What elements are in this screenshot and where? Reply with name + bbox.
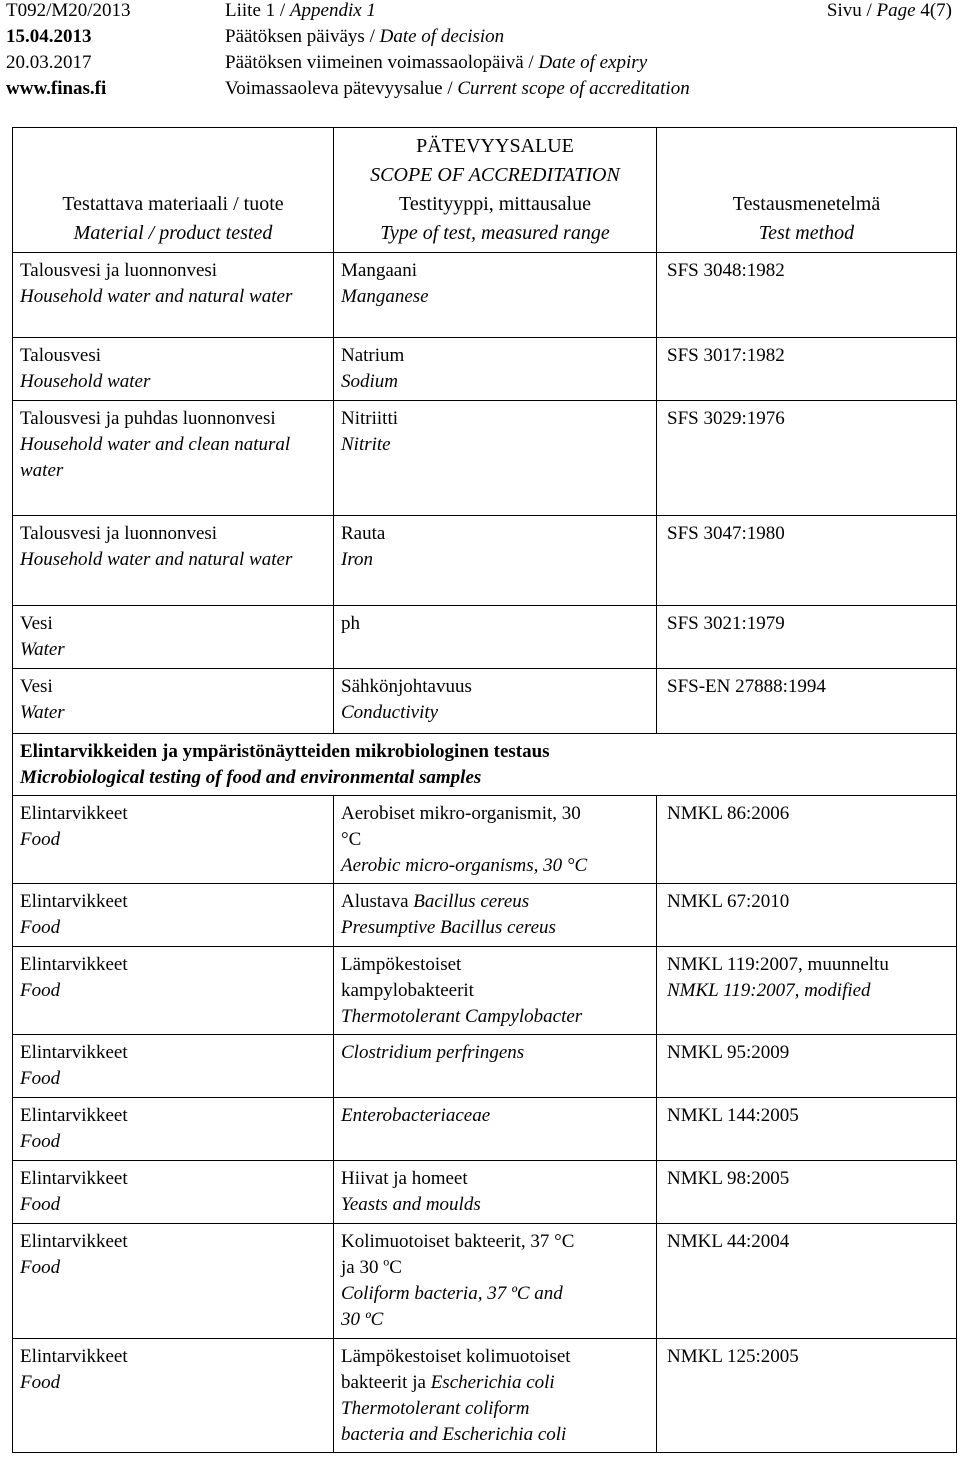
test-cell: Enterobacteriaceae — [334, 1098, 657, 1161]
method-cell: NMKL 95:2009 — [657, 1035, 957, 1098]
col-test-header: PÄTEVYYSALUE SCOPE OF ACCREDITATION Testityyppi, mittausalue Type of test, measured range — [334, 128, 657, 253]
doc-code: T092/M20/2013 — [6, 0, 131, 21]
table-row — [13, 606, 957, 669]
section-heading: Elintarvikkeiden ja ympäristönäytteiden mikrobiologinen testaus Microbiological testing of food and environmental samples — [13, 734, 957, 796]
test-cell: Nitriitti Nitrite — [334, 401, 657, 516]
table-row — [13, 253, 957, 338]
method-cell: NMKL 44:2004 — [657, 1224, 957, 1339]
material-cell: Elintarvikkeet Food — [13, 796, 334, 884]
table-row — [13, 1035, 957, 1098]
page-number: Sivu / Page 4(7) — [826, 0, 952, 21]
scope-table — [12, 127, 957, 1453]
page-header — [0, 0, 960, 110]
method-cell: NMKL 119:2007, muunneltu NMKL 119:2007, modified — [657, 947, 957, 1035]
table-row — [13, 338, 957, 401]
method-cell: SFS 3047:1980 — [657, 516, 957, 606]
method-cell: SFS 3017:1982 — [657, 338, 957, 401]
method-cell: NMKL 144:2005 — [657, 1098, 957, 1161]
method-cell: SFS 3048:1982 — [657, 253, 957, 338]
test-cell: Mangaani Manganese — [334, 253, 657, 338]
material-cell: Vesi Water — [13, 669, 334, 734]
test-cell: Kolimuotoiset bakteerit, 37 °C ja 30 $^o$C Coliform bacteria, 37 ºC and 30 ºC — [334, 1224, 657, 1339]
material-cell: Talousvesi ja puhdas luonnonvesi Household water and clean natural water — [13, 401, 334, 516]
test-cell: Alustava Bacillus cereus Presumptive Bacillus cereus — [334, 884, 657, 947]
material-cell: Talousvesi ja luonnonvesi Household water and natural water — [13, 253, 334, 338]
test-cell: ph — [334, 606, 657, 669]
col-material-header: Testattava materiaali / tuote Material / product tested — [13, 128, 334, 253]
table-row — [13, 401, 957, 516]
method-cell: SFS-EN 27888:1994 — [657, 669, 957, 734]
decision-date-label: Päätöksen päiväys / Date of decision — [225, 26, 505, 47]
material-cell: Vesi Water — [13, 606, 334, 669]
table-row — [13, 1224, 957, 1339]
expiry-date: 20.03.2017 — [6, 52, 92, 73]
method-cell: SFS 3029:1976 — [657, 401, 957, 516]
appendix-label: Liite 1 / Appendix 1 — [225, 0, 376, 21]
table-row — [13, 884, 957, 947]
method-cell: NMKL 86:2006 — [657, 796, 957, 884]
material-cell: Elintarvikkeet Food — [13, 1035, 334, 1098]
col-method-header: Testausmenetelmä Test method — [657, 128, 957, 253]
table-row — [13, 947, 957, 1035]
material-cell: Elintarvikkeet Food — [13, 1098, 334, 1161]
website-link[interactable]: www.finas.fi — [6, 78, 107, 99]
test-cell: Natrium Sodium — [334, 338, 657, 401]
scope-label: Voimassaoleva pätevyysalue / Current scope of accreditation — [225, 78, 690, 99]
method-cell: NMKL 98:2005 — [657, 1161, 957, 1224]
table-row — [13, 1339, 957, 1453]
test-cell: Hiivat ja homeet Yeasts and moulds — [334, 1161, 657, 1224]
decision-date: 15.04.2013 — [6, 26, 92, 47]
table-row — [13, 796, 957, 884]
scope-title-en: SCOPE OF ACCREDITATION — [370, 164, 620, 186]
material-cell: Talousvesi ja luonnonvesi Household water and natural water — [13, 516, 334, 606]
table-row — [13, 1161, 957, 1224]
test-cell: Rauta Iron — [334, 516, 657, 606]
method-cell: NMKL 67:2010 — [657, 884, 957, 947]
test-cell: Lämpökestoiset kolimuotoiset bakteerit ja Escherichia coli Thermotolerant coliform bacteria and Escherichia coli — [334, 1339, 657, 1453]
material-cell: Talousvesi Household water — [13, 338, 334, 401]
table-header-row — [13, 128, 957, 253]
header-right — [827, 0, 952, 26]
material-cell: Elintarvikkeet Food — [13, 884, 334, 947]
test-cell: Sähkönjohtavuus Conductivity — [334, 669, 657, 734]
section-header-row — [13, 734, 957, 796]
material-cell: Elintarvikkeet Food — [13, 947, 334, 1035]
method-cell: SFS 3021:1979 — [657, 606, 957, 669]
scope-title: PÄTEVYYSALUE — [416, 135, 574, 157]
header-middle — [225, 0, 690, 104]
table-row — [13, 516, 957, 606]
test-cell: Lämpökestoiset kampylobakteerit Thermotolerant Campylobacter — [334, 947, 657, 1035]
header-left — [6, 0, 131, 104]
material-cell: Elintarvikkeet Food — [13, 1339, 334, 1453]
table-row — [13, 1098, 957, 1161]
test-cell: Clostridium perfringens — [334, 1035, 657, 1098]
method-cell: NMKL 125:2005 — [657, 1339, 957, 1453]
expiry-date-label: Päätöksen viimeinen voimassaolopäivä / Date of expiry — [225, 52, 648, 73]
material-cell: Elintarvikkeet Food — [13, 1161, 334, 1224]
test-cell: Aerobiset mikro-organismit, 30 °C Aerobic micro-organisms, 30 °C — [334, 796, 657, 884]
material-cell: Elintarvikkeet Food — [13, 1224, 334, 1339]
table-row — [13, 669, 957, 734]
